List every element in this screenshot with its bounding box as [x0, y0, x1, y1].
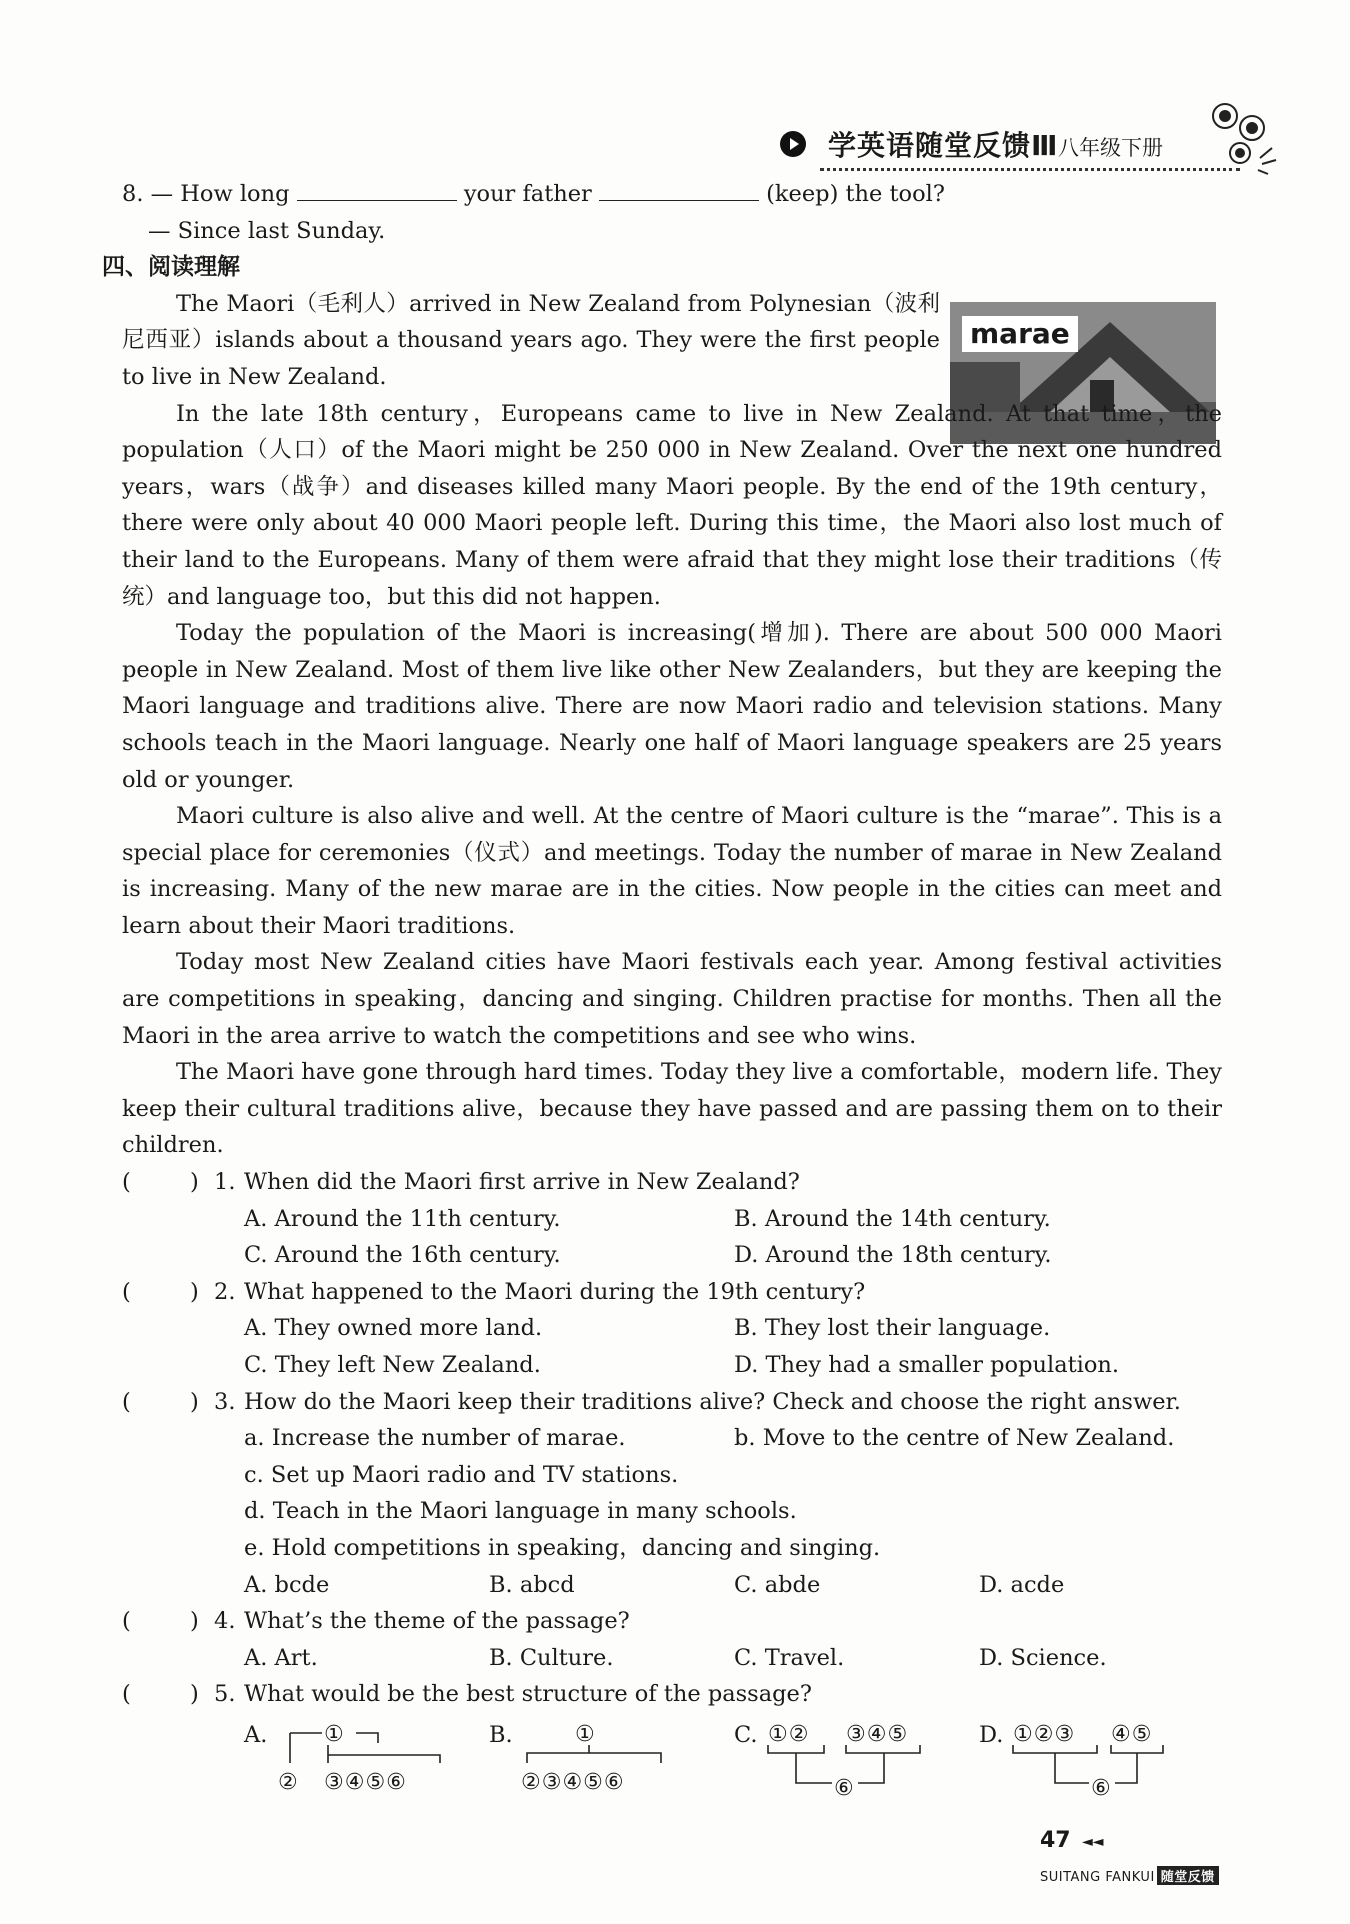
option-letter: A.: [244, 1721, 268, 1748]
option-d[interactable]: D. acde: [979, 1571, 1065, 1598]
option-c[interactable]: C. Travel.: [734, 1644, 845, 1671]
answer-paren-left[interactable]: (: [122, 1608, 131, 1635]
structure-left: ①②③: [1013, 1721, 1076, 1747]
question-8: [122, 176, 1222, 213]
answer-paren-right: ): [190, 1169, 199, 1196]
page-number: 47: [1040, 1828, 1071, 1853]
structure-c-lines: [734, 1713, 954, 1813]
answer-paren-left[interactable]: (: [122, 1278, 131, 1305]
answer-paren-left[interactable]: (: [122, 1388, 131, 1415]
question-number: 2.: [214, 1278, 236, 1305]
answer-paren-left[interactable]: (: [122, 1169, 131, 1196]
question-stem: What happened to the Maori during the 19th century?: [244, 1278, 866, 1305]
structure-a-lines: [244, 1713, 454, 1813]
structure-right: ④⑤: [1111, 1721, 1153, 1747]
grade-label: 八年级下册: [1058, 136, 1163, 160]
question-1: [122, 1164, 1222, 1201]
item-e: e. Hold competitions in speaking，dancing and singing.: [244, 1534, 881, 1561]
passage-paragraph-4: Maori culture is also alive and well. At the centre of Maori culture is the “marae”. This is a special place for ceremonies（仪式）and meetings. Today the number of marae in New Zealand is increasing. Many of the new marae are in the cities. Now people in the cities can meet and learn about their Maori traditions.: [122, 803, 1222, 939]
passage-paragraph-6: The Maori have gone through hard times. Today they live a comfortable，modern life. They keep their cultural traditions alive，because they have passed and are passing them on to their children.: [122, 1059, 1222, 1159]
option-b[interactable]: B. Around the 14th century.: [734, 1205, 1051, 1232]
option-d[interactable]: D. Around the 18th century.: [734, 1242, 1052, 1269]
options-row: [122, 1310, 1222, 1347]
items-row: [122, 1493, 1222, 1530]
structure-options: [122, 1713, 1222, 1813]
structure-d-lines: [979, 1713, 1199, 1813]
options-row: [122, 1237, 1222, 1274]
passage-paragraph-1: The Maori（毛利人）arrived in New Zealand from Polynesian（波利尼西亚）islands about a thousand years ago. They were the first people to live in New Zealand.: [122, 290, 940, 390]
option-a[interactable]: A. Art.: [244, 1644, 318, 1671]
photo-label: marae: [962, 316, 1078, 352]
structure-left: ②: [278, 1769, 299, 1795]
passage-paragraph-3: Today the population of the Maori is increasing(增加). There are about 500 000 Maori people in New Zealand. Most of them live like other New Zealanders，but they are keeping the Maori language and traditions alive. There are now Maori radio and television stations. Many schools teach in the Maori language. Nearly one half of Maori language speakers are 25 years old or younger.: [122, 620, 1222, 793]
options-row: [122, 1347, 1222, 1384]
footer-brand: [1040, 1866, 1219, 1885]
structure-b-lines: [489, 1713, 689, 1813]
structure-left: ①②: [768, 1721, 810, 1747]
option-a[interactable]: A. Around the 11th century.: [244, 1205, 561, 1232]
brand-chinese: 随堂反馈: [1157, 1866, 1219, 1885]
structure-bottom: ②③④⑤⑥: [521, 1769, 625, 1795]
question-stem: When did the Maori first arrive in New Zealand?: [244, 1169, 800, 1196]
passage-paragraph-2-text: In the late 18th century，Europeans came to live in New Zealand. At that time，the population（人口）of the Maori might be 250 000 in New Zealand. Over the next one hundred years，wars（战争）and diseases killed many Maori people. By the end of the 19th century，there were only about 40 000 Maori people left. During this time，the Maori also lost much of their land to the Europeans. Many of them were afraid that they might lose their traditions（传统）and language too，but this did not happen.: [122, 400, 1222, 610]
option-c[interactable]: C. Around the 16th century.: [244, 1242, 561, 1269]
answer-blank-1[interactable]: [297, 178, 457, 201]
question-number: 4.: [214, 1608, 236, 1635]
page-content: [102, 176, 1222, 1813]
question-number: 3.: [214, 1388, 236, 1415]
structure-right: ③④⑤⑥: [324, 1769, 407, 1795]
book-title: 学英语随堂反馈Ⅲ: [828, 129, 1059, 162]
brand-pinyin: SUITANG FANKUI: [1040, 1870, 1155, 1885]
items-row: [122, 1457, 1222, 1494]
question-4: [122, 1603, 1222, 1640]
answer-paren-right: ): [190, 1681, 199, 1708]
question-2: [122, 1274, 1222, 1311]
question-stem: How do the Maori keep their traditions alive? Check and choose the right answer.: [244, 1388, 1181, 1415]
structure-bottom: ⑥: [834, 1775, 855, 1801]
item-c: c. Set up Maori radio and TV stations.: [244, 1461, 679, 1488]
option-b[interactable]: B. They lost their language.: [734, 1315, 1051, 1342]
structure-bottom: ⑥: [1091, 1775, 1112, 1801]
option-a[interactable]: A. bcde: [244, 1571, 330, 1598]
structure-option-a[interactable]: [244, 1713, 454, 1813]
answer-paren-right: ): [190, 1388, 199, 1415]
question-number: 5.: [214, 1681, 236, 1708]
option-d[interactable]: D. They had a smaller population.: [734, 1352, 1120, 1378]
passage-paragraph-5: Today most New Zealand cities have Maori festivals each year. Among festival activities are competitions in speaking，dancing and singing. Children practise for months. Then all the Maori in the area arrive to watch the competitions and see who wins.: [122, 949, 1222, 1049]
option-letter: D.: [979, 1721, 1004, 1748]
question-stem: What’s the theme of the passage?: [244, 1608, 630, 1635]
passage-paragraph-2: [122, 396, 1222, 616]
structure-option-b[interactable]: [489, 1713, 689, 1813]
q8-text-c: (keep) the tool?: [766, 181, 945, 207]
structure-option-d[interactable]: [979, 1713, 1199, 1813]
flower-decoration-icon: [1200, 88, 1280, 178]
option-d[interactable]: D. Science.: [979, 1644, 1107, 1671]
play-icon: [780, 131, 806, 157]
page-header: [780, 118, 1300, 178]
question-number: 1.: [214, 1169, 236, 1196]
option-b[interactable]: B. Culture.: [489, 1644, 614, 1671]
structure-top: ①: [575, 1721, 596, 1747]
option-letter: B.: [489, 1721, 513, 1748]
arrows-icon: ◄◄: [1082, 1834, 1104, 1850]
structure-option-c[interactable]: [734, 1713, 954, 1813]
answer-blank-2[interactable]: [599, 178, 759, 201]
option-b[interactable]: B. abcd: [489, 1571, 575, 1598]
question-stem: What would be the best structure of the passage?: [244, 1681, 812, 1708]
option-c[interactable]: C. abde: [734, 1571, 821, 1598]
answer-paren-right: ): [190, 1608, 199, 1635]
item-b: b. Move to the centre of New Zealand.: [734, 1425, 1175, 1452]
structure-top: ①: [324, 1721, 345, 1747]
header-divider: [820, 168, 1240, 171]
q8-answer-line: — Since last Sunday.: [148, 217, 386, 244]
q8-text-a: 8. — How long: [122, 181, 290, 207]
question-3: [122, 1384, 1222, 1421]
section-title: 四、阅读理解: [102, 254, 240, 281]
answer-paren-right: ): [190, 1278, 199, 1305]
q8-text-b: your father: [463, 181, 592, 207]
structure-right: ③④⑤: [846, 1721, 909, 1747]
item-a: a. Increase the number of marae.: [244, 1425, 626, 1452]
items-row: [122, 1420, 1222, 1457]
answer-paren-left[interactable]: (: [122, 1681, 131, 1708]
question-5: [122, 1676, 1222, 1713]
option-c[interactable]: C. They left New Zealand.: [244, 1352, 541, 1378]
option-a[interactable]: A. They owned more land.: [244, 1315, 543, 1342]
options-row: [122, 1201, 1222, 1238]
item-d: d. Teach in the Maori language in many schools.: [244, 1498, 797, 1525]
items-row: [122, 1530, 1222, 1567]
option-letter: C.: [734, 1721, 758, 1748]
options-row: [122, 1640, 1222, 1677]
options-row: [122, 1567, 1222, 1604]
